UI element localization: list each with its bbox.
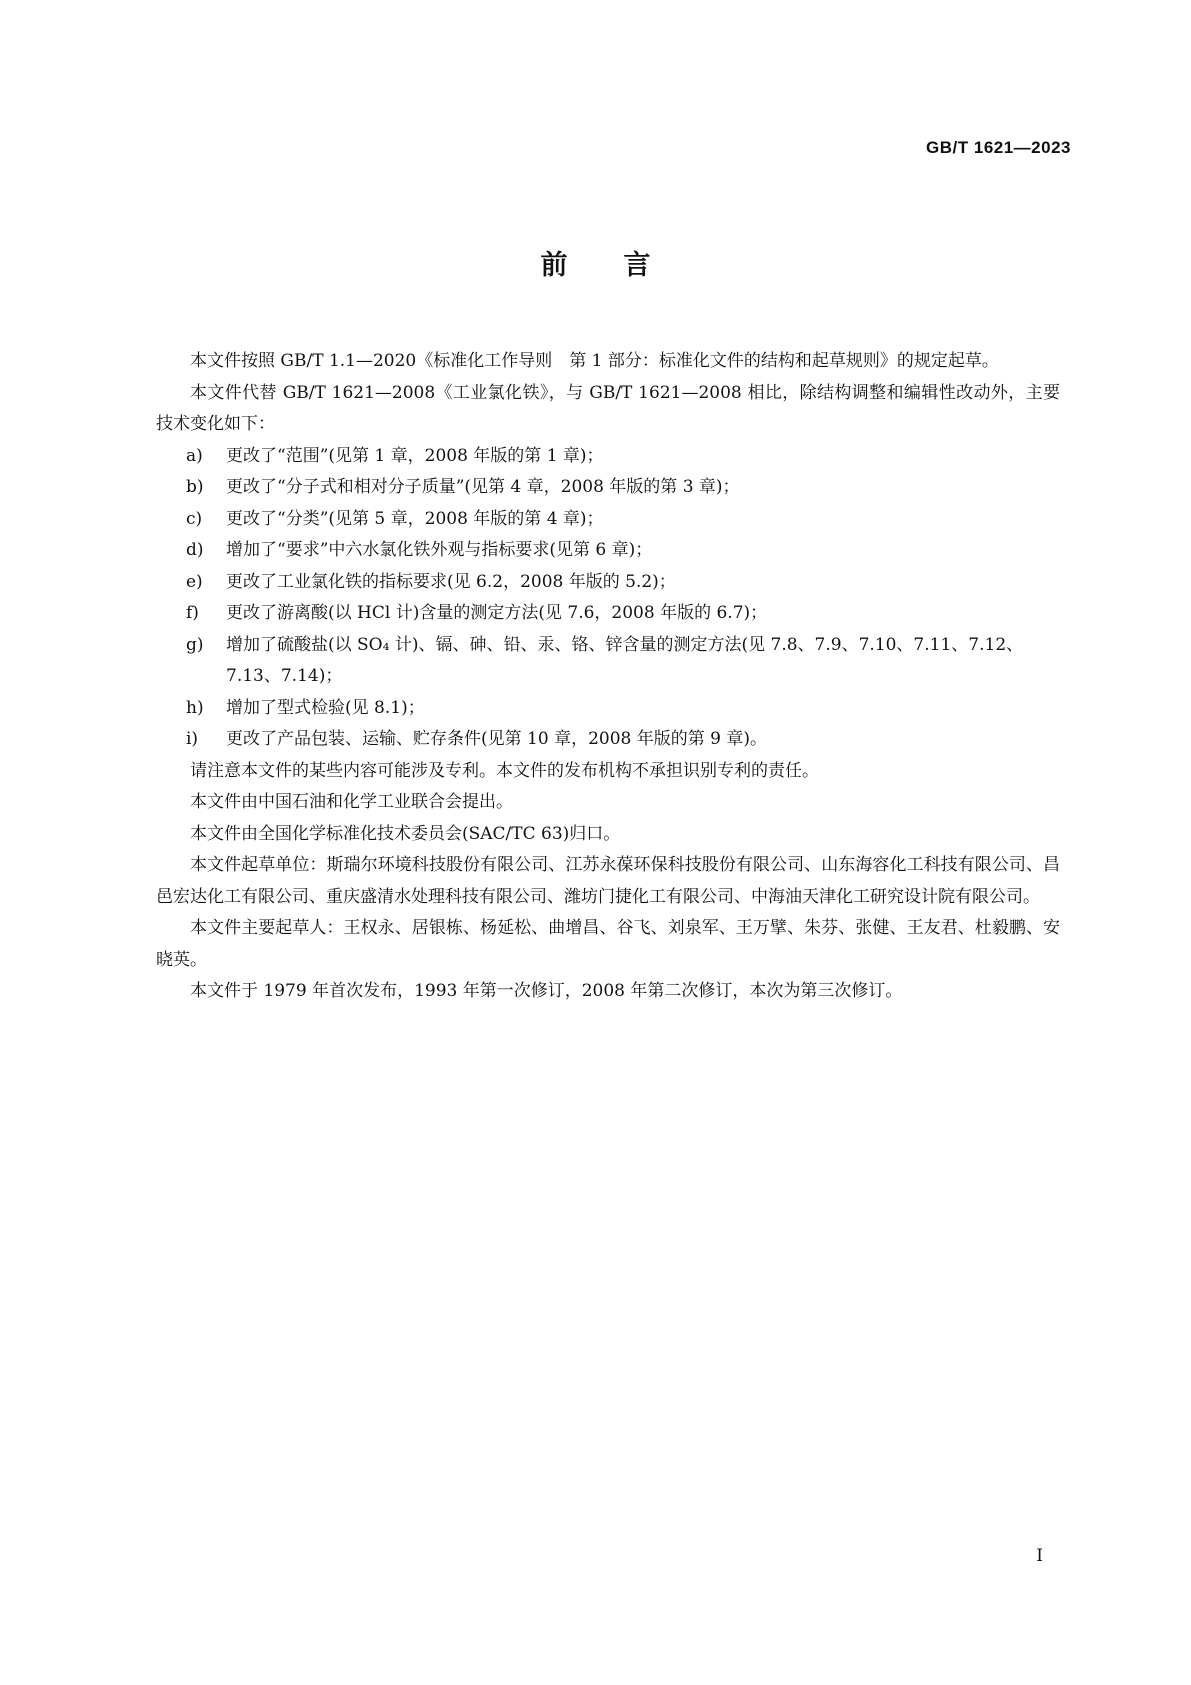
list-item	[156, 472, 1060, 504]
page-title: 前言	[540, 250, 707, 281]
list-text: 更改了产品包装、运输、贮存条件(见第 10 章，2008 年版的第 9 章)。	[226, 729, 767, 749]
paragraph-replacement: 本文件代替 GB/T 1621—2008《工业氯化铁》，与 GB/T 1621—2008 相比，除结构调整和编辑性改动外，主要技术变化如下：	[156, 382, 1060, 434]
paragraph-drafters: 本文件主要起草人：王权永、居银栋、杨延松、曲增昌、谷飞、刘泉军、王万擘、朱芬、张健、王友君、杜毅鹏、安晓英。	[156, 918, 1060, 970]
list-marker: e)	[186, 571, 203, 592]
page-number: I	[1036, 1546, 1043, 1566]
list-item	[156, 504, 1060, 536]
paragraph-drafting-basis: 本文件按照 GB/T 1.1—2020《标准化工作导则 第 1 部分：标准化文件的结构和起草规则》的规定起草。	[190, 351, 999, 371]
paragraph-technical-committee: 本文件由全国化学标准化技术委员会(SAC/TC 63)归口。	[190, 823, 621, 844]
list-item	[156, 567, 1060, 599]
list-marker: h)	[186, 697, 204, 718]
list-marker: d)	[186, 540, 204, 560]
list-text: 更改了“范围”(见第 1 章，2008 年版的第 1 章)；	[226, 445, 604, 466]
list-text: 更改了游离酸(以 HCl 计)含量的测定方法(见 7.6，2008 年版的 6.7)；	[226, 603, 768, 623]
paragraph-proposer: 本文件由中国石油和化学工业联合会提出。	[190, 792, 513, 812]
foreword-body	[156, 346, 1060, 1008]
list-text: 更改了工业氯化铁的指标要求(见 6.2，2008 年版的 5.2)；	[226, 571, 676, 592]
list-text: 增加了“要求”中六水氯化铁外观与指标要求(见第 6 章)；	[226, 540, 653, 560]
paragraph-drafting-units: 本文件起草单位：斯瑞尔环境科技股份有限公司、江苏永葆环保科技股份有限公司、山东海容化工科技有限公司、昌邑宏达化工有限公司、重庆盛清水处理科技有限公司、潍坊门捷化工有限公司、中海油天津化工研究设计院有限公司。	[156, 855, 1060, 907]
list-text: 更改了“分子式和相对分子质量”(见第 4 章，2008 年版的第 3 章)；	[226, 477, 740, 497]
list-marker: f)	[186, 603, 199, 623]
paragraph-patent-notice: 请注意本文件的某些内容可能涉及专利。本文件的发布机构不承担识别专利的责任。	[190, 760, 819, 781]
document-code: GB/T 1621—2023	[926, 138, 1071, 157]
list-marker: b)	[186, 477, 204, 497]
changes-list	[156, 441, 1060, 756]
list-item	[156, 535, 1060, 567]
list-item	[156, 724, 1060, 756]
list-marker: i)	[186, 729, 199, 749]
list-item	[156, 598, 1060, 630]
list-marker: g)	[186, 634, 204, 655]
list-item	[156, 630, 1060, 693]
list-item	[156, 693, 1060, 725]
list-text: 增加了型式检验(见 8.1)；	[226, 697, 425, 718]
list-marker: a)	[186, 445, 203, 466]
list-item	[156, 441, 1060, 473]
list-text: 更改了“分类”(见第 5 章，2008 年版的第 4 章)；	[226, 508, 604, 529]
paragraph-history: 本文件于 1979 年首次发布，1993 年第一次修订，2008 年第二次修订，本次为第三次修订。	[190, 981, 903, 1001]
list-marker: c)	[186, 508, 203, 529]
list-text: 增加了硫酸盐(以 SO₄ 计)、镉、砷、铅、汞、铬、锌含量的测定方法(见 7.8、7.9、7.10、7.11、7.12、7.13、7.14)；	[226, 634, 1024, 686]
